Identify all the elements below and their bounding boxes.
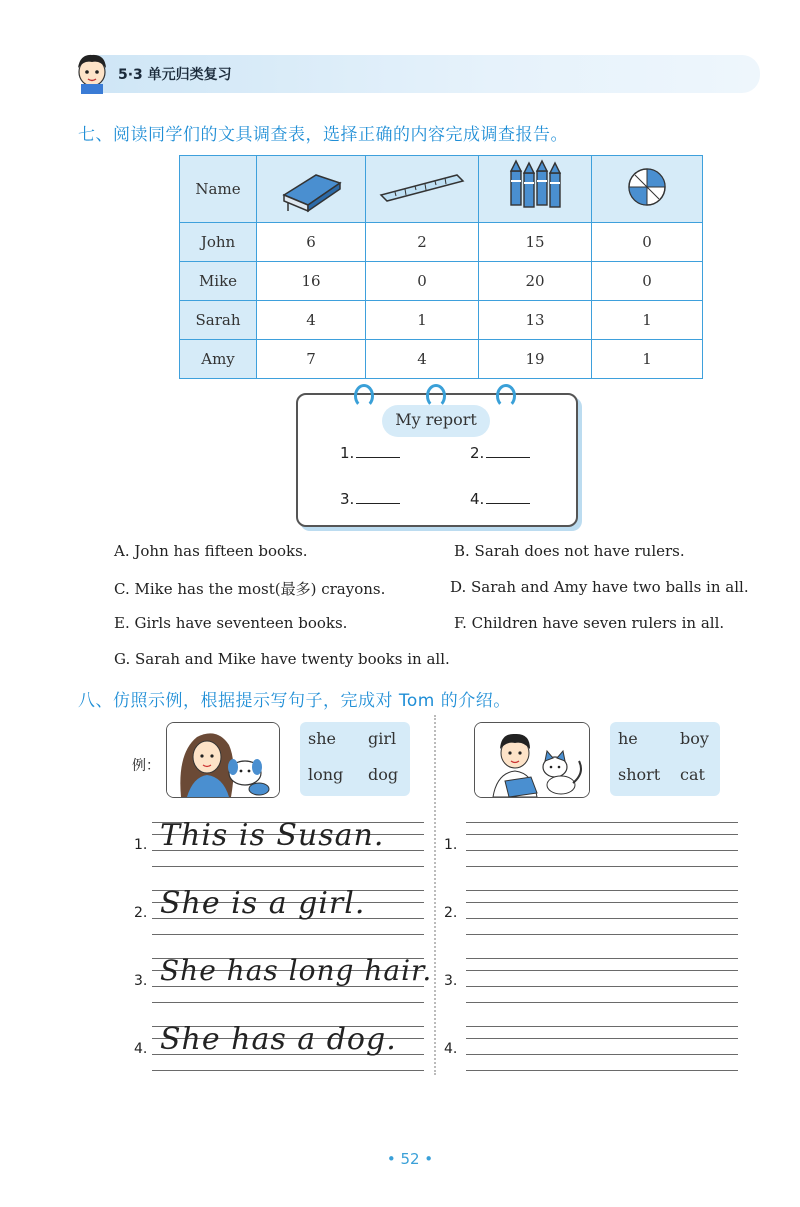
- report-title: My report: [395, 410, 477, 429]
- blank-number: 2.: [470, 444, 485, 462]
- girl-with-dog-image: [166, 722, 280, 798]
- option-b: B. Sarah does not have rulers.: [454, 542, 685, 560]
- table-row: [180, 340, 703, 379]
- tom-number-1: 1.: [444, 837, 458, 853]
- section-8-title: 八、仿照示例，根据提示写句子，完成对 Tom 的介绍。: [78, 691, 511, 711]
- word-girl: girl: [368, 729, 397, 748]
- word-he: he: [618, 729, 638, 748]
- ring-icon: [354, 384, 374, 408]
- example-sentence-1: This is Susan.: [160, 818, 385, 853]
- cell: 0: [592, 262, 703, 301]
- tom-number-2: 2.: [444, 905, 458, 921]
- tom-number-3: 3.: [444, 973, 458, 989]
- example-sentence-4: She has a dog.: [160, 1022, 397, 1057]
- example-sentence-3: She has long hair.: [160, 954, 433, 987]
- header-title: 5·3 单元归类复习: [118, 67, 232, 83]
- row-name: Mike: [180, 262, 257, 301]
- option-e: E. Girls have seventeen books.: [114, 614, 348, 632]
- page-number: • 52 •: [386, 1150, 434, 1168]
- word-she: she: [308, 729, 336, 748]
- word-long: long: [308, 765, 344, 784]
- example-number-2: 2.: [134, 905, 148, 921]
- cell: 15: [479, 223, 592, 262]
- table-row: [180, 223, 703, 262]
- cell: 19: [479, 340, 592, 379]
- cell: 16: [257, 262, 366, 301]
- table-row: [180, 262, 703, 301]
- option-d: D. Sarah and Amy have two balls in all.: [450, 578, 749, 596]
- word-cat: cat: [680, 765, 705, 784]
- ring-icon: [496, 384, 516, 408]
- tom-writing-lines-1[interactable]: [466, 822, 738, 868]
- cell: 2: [366, 223, 479, 262]
- example-number-1: 1.: [134, 837, 148, 853]
- option-c: C. Mike has the most(最多) crayons.: [114, 580, 386, 598]
- table-row: [180, 301, 703, 340]
- tom-writing-lines-4[interactable]: [466, 1026, 738, 1072]
- ruler-icon: [366, 156, 479, 223]
- cell: 6: [257, 223, 366, 262]
- column-divider: [434, 715, 436, 1075]
- tom-writing-lines-3[interactable]: [466, 958, 738, 1004]
- blank-number: 1.: [340, 444, 355, 462]
- word-short: short: [618, 765, 661, 784]
- tom-number-4: 4.: [444, 1041, 458, 1057]
- cell: 1: [592, 340, 703, 379]
- tom-writing-lines-2[interactable]: [466, 890, 738, 936]
- section-7-title: 七、阅读同学们的文具调查表，选择正确的内容完成调查报告。: [78, 125, 568, 145]
- row-name: John: [180, 223, 257, 262]
- cell: 4: [257, 301, 366, 340]
- example-sentence-2: She is a girl.: [160, 886, 366, 921]
- row-name: Sarah: [180, 301, 257, 340]
- report-blank-2[interactable]: [470, 444, 530, 462]
- option-f: F. Children have seven rulers in all.: [454, 614, 725, 632]
- example-label: 例：: [132, 758, 160, 774]
- boy-with-cat-image: [474, 722, 590, 798]
- crayons-icon: [479, 156, 592, 223]
- survey-table: [179, 155, 703, 379]
- table-header-name: Name: [180, 156, 257, 223]
- report-blank-1[interactable]: [340, 444, 400, 462]
- cell: 4: [366, 340, 479, 379]
- cell: 13: [479, 301, 592, 340]
- report-blank-4[interactable]: [470, 490, 530, 508]
- word-dog: dog: [368, 765, 399, 784]
- row-name: Amy: [180, 340, 257, 379]
- blank-number: 4.: [470, 490, 485, 508]
- example-number-4: 4.: [134, 1041, 148, 1057]
- ball-icon: [592, 156, 703, 223]
- blank-number: 3.: [340, 490, 355, 508]
- word-boy: boy: [680, 729, 709, 748]
- cell: 20: [479, 262, 592, 301]
- mascot-avatar: [72, 50, 112, 94]
- cell: 1: [366, 301, 479, 340]
- example-number-3: 3.: [134, 973, 148, 989]
- option-a: A. John has fifteen books.: [114, 542, 308, 560]
- report-blank-3[interactable]: [340, 490, 400, 508]
- cell: 7: [257, 340, 366, 379]
- cell: 0: [366, 262, 479, 301]
- book-icon: [257, 156, 366, 223]
- cell: 1: [592, 301, 703, 340]
- option-g: G. Sarah and Mike have twenty books in all.: [114, 650, 450, 668]
- cell: 0: [592, 223, 703, 262]
